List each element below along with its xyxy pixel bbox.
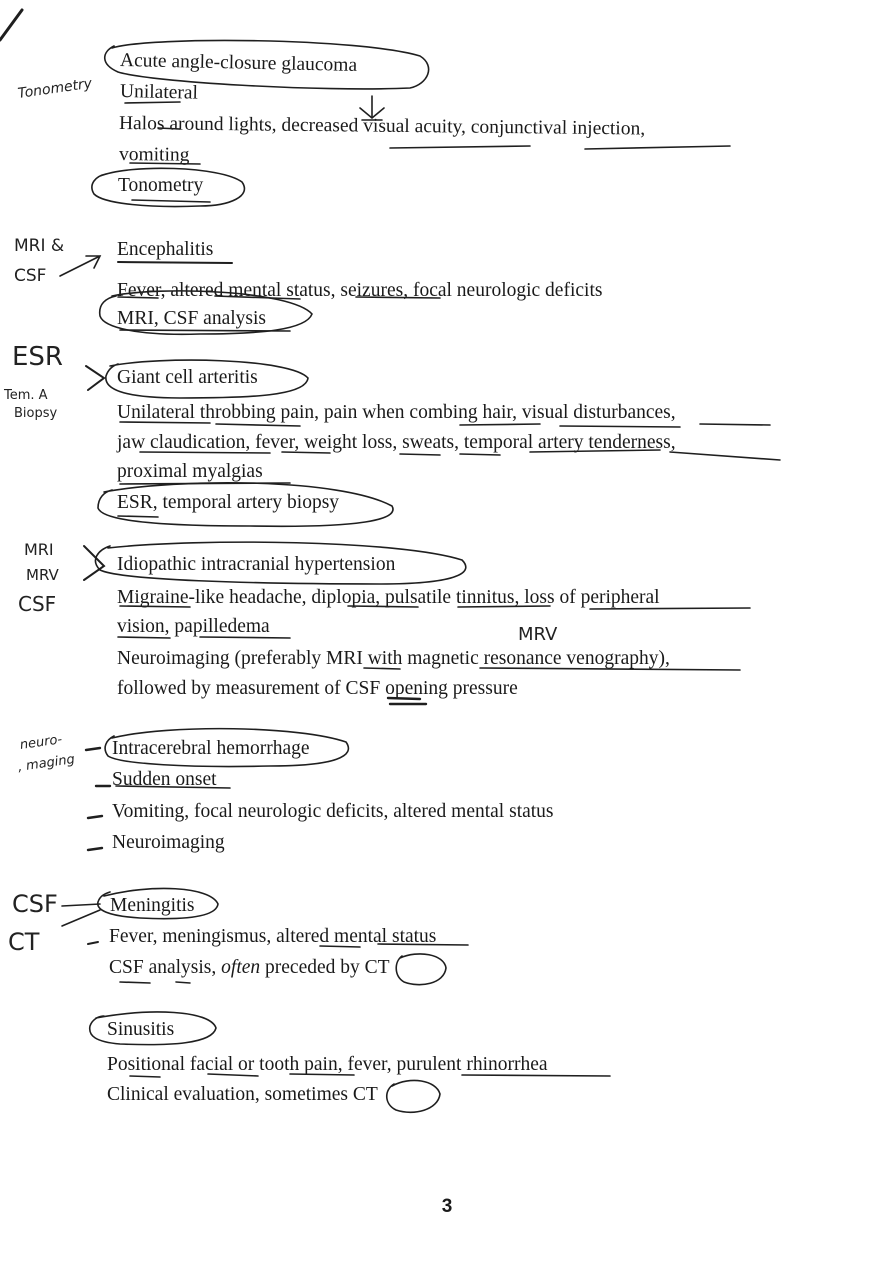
dash-icon — [88, 942, 98, 944]
entry-title-glaucoma: Acute angle-closure glaucoma — [119, 50, 358, 76]
test-prefix: CSF analysis, — [109, 957, 222, 978]
pen-stroke — [0, 10, 22, 40]
note-mrv: MRV — [26, 566, 59, 584]
note-mri-2: MRI — [24, 540, 54, 559]
note-ct: CT — [8, 928, 40, 956]
entry-line: Fever, altered mental status, seizures, focal neurologic deficits — [117, 280, 603, 301]
test-emphasis: often — [221, 957, 261, 978]
entry-line: Sudden onset — [112, 769, 217, 790]
entry-title-encephalitis: Encephalitis — [117, 239, 214, 260]
entry-test-glaucoma: Tonometry — [118, 175, 204, 196]
circle-ct — [387, 1080, 440, 1112]
bracket-icon — [84, 546, 104, 580]
note-csf-2: CSF — [18, 592, 57, 616]
note-neuro: neuro- — [18, 732, 64, 753]
note-esr: ESR — [12, 342, 63, 372]
entry-test-line: followed by measurement of CSF opening pressure — [117, 678, 518, 699]
entry-test-giant-cell-arteritis: ESR, temporal artery biopsy — [117, 492, 340, 513]
arrow-icon — [60, 256, 100, 276]
page-number: 3 — [441, 1196, 453, 1217]
note-csf-3: CSF — [12, 890, 58, 918]
entry-title-iih: Idiopathic intracranial hypertension — [117, 554, 396, 575]
entry-line: Unilateral — [119, 81, 199, 104]
entry-line: vision, papilledema — [117, 616, 270, 637]
test-suffix: preceded by CT — [260, 957, 390, 978]
entry-line: Positional facial or tooth pain, fever, purulent rhinorrhea — [107, 1054, 548, 1075]
note-temp-a: Tem. A — [4, 388, 48, 403]
bracket-icon — [86, 366, 104, 390]
entry-line: jaw claudication, fever, weight loss, sweats, temporal artery tenderness, — [117, 432, 676, 453]
entry-line: vomiting — [118, 144, 190, 166]
entry-line: Vomiting, focal neurologic deficits, altered mental status — [112, 801, 554, 822]
entry-line: Migraine-like headache, diplopia, pulsatile tinnitus, loss of peripheral — [117, 587, 660, 608]
note-mrv-inline: MRV — [518, 624, 558, 645]
note-imaging: , maging — [16, 752, 76, 775]
dash-icon — [86, 748, 110, 850]
entry-test-meningitis — [109, 956, 390, 980]
note-biopsy: Biopsy — [14, 406, 58, 421]
underline — [118, 262, 232, 263]
underline — [118, 516, 158, 517]
entry-title-giant-cell-arteritis: Giant cell arteritis — [117, 367, 258, 388]
entry-title-ich: Intracerebral hemorrhage — [112, 738, 310, 759]
entry-test-encephalitis: MRI, CSF analysis — [117, 308, 266, 329]
entry-title-sinusitis: Sinusitis — [107, 1019, 175, 1040]
entry-line: Unilateral throbbing pain, pain when combing hair, visual disturbances, — [117, 402, 676, 423]
entry-test-sinusitis: Clinical evaluation, sometimes CT — [107, 1084, 378, 1105]
entry-line: proximal myalgias — [117, 461, 263, 482]
underline — [120, 982, 190, 983]
note-tonometry: Tonometry — [16, 75, 93, 102]
arrow-icon — [62, 904, 100, 926]
circle-ct — [396, 954, 446, 985]
entry-line: Halos around lights, decreased visual acuity, conjunctival injection, — [118, 113, 646, 140]
entry-title-meningitis: Meningitis — [110, 895, 195, 916]
note-mri: MRI & — [14, 236, 65, 256]
entry-line: Fever, meningismus, altered mental status — [109, 926, 437, 947]
entry-test-ich: Neuroimaging — [112, 832, 225, 853]
note-csf: CSF — [14, 266, 47, 286]
underline — [132, 200, 210, 202]
entry-test-line: Neuroimaging (preferably MRI with magnetic resonance venography), — [117, 648, 670, 669]
